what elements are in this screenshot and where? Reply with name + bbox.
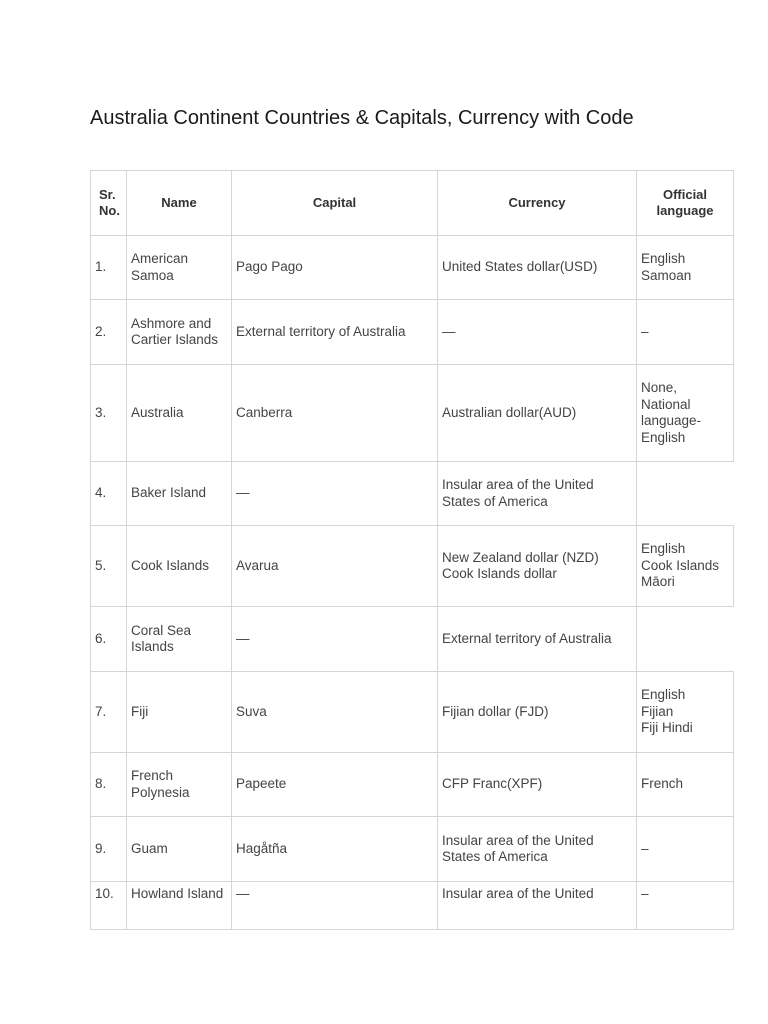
cell-capital: Canberra	[232, 365, 438, 462]
cell-sr: 6.	[91, 607, 127, 672]
cell-language: –	[637, 300, 734, 365]
cell-name: Australia	[127, 365, 232, 462]
cell-capital: Papeete	[232, 753, 438, 817]
cell-language: None, National language- English	[637, 365, 734, 462]
cell-language: English Samoan	[637, 236, 734, 300]
header-language: Official language	[637, 171, 734, 236]
table-row	[91, 236, 734, 300]
cell-language: English Cook Islands Māori	[637, 526, 734, 607]
table-row	[91, 882, 734, 930]
cell-currency: CFP Franc(XPF)	[438, 753, 637, 817]
table-row	[91, 753, 734, 817]
table-row	[91, 300, 734, 365]
cell-name: Guam	[127, 817, 232, 882]
table-header-row	[91, 171, 734, 236]
cell-sr: 2.	[91, 300, 127, 365]
cell-sr: 4.	[91, 462, 127, 526]
cell-language	[637, 607, 734, 672]
cell-language: French	[637, 753, 734, 817]
cell-currency: —	[438, 300, 637, 365]
cell-language: –	[637, 882, 734, 930]
cell-currency: United States dollar(USD)	[438, 236, 637, 300]
cell-capital: —	[232, 882, 438, 930]
table-row	[91, 607, 734, 672]
table-row	[91, 672, 734, 753]
header-currency: Currency	[438, 171, 637, 236]
cell-name: Cook Islands	[127, 526, 232, 607]
header-capital: Capital	[232, 171, 438, 236]
cell-sr: 1.	[91, 236, 127, 300]
cell-currency: Australian dollar(AUD)	[438, 365, 637, 462]
table-row	[91, 462, 734, 526]
cell-sr: 8.	[91, 753, 127, 817]
cell-name: American Samoa	[127, 236, 232, 300]
cell-capital: —	[232, 607, 438, 672]
cell-name: Howland Island	[127, 882, 232, 930]
cell-language: –	[637, 817, 734, 882]
cell-sr: 5.	[91, 526, 127, 607]
cell-sr: 10.	[91, 882, 127, 930]
cell-language	[637, 462, 734, 526]
header-name: Name	[127, 171, 232, 236]
table-row	[91, 365, 734, 462]
cell-currency: New Zealand dollar (NZD) Cook Islands dollar	[438, 526, 637, 607]
cell-currency: Insular area of the United States of America	[438, 817, 637, 882]
cell-currency: Insular area of the United	[438, 882, 637, 930]
cell-capital: —	[232, 462, 438, 526]
table-row	[91, 817, 734, 882]
cell-capital: Suva	[232, 672, 438, 753]
cell-name: French Polynesia	[127, 753, 232, 817]
countries-table	[90, 170, 734, 930]
cell-name: Baker Island	[127, 462, 232, 526]
cell-capital: Hagåtña	[232, 817, 438, 882]
cell-name: Ashmore and Cartier Islands	[127, 300, 232, 365]
header-sr-no: Sr. No.	[91, 171, 127, 236]
page-title: Australia Continent Countries & Capitals, Currency with Code	[90, 107, 634, 129]
cell-currency: Fijian dollar (FJD)	[438, 672, 637, 753]
cell-sr: 3.	[91, 365, 127, 462]
cell-capital: External territory of Australia	[232, 300, 438, 365]
cell-name: Coral Sea Islands	[127, 607, 232, 672]
cell-name: Fiji	[127, 672, 232, 753]
cell-sr: 7.	[91, 672, 127, 753]
cell-capital: Pago Pago	[232, 236, 438, 300]
cell-sr: 9.	[91, 817, 127, 882]
cell-capital: Avarua	[232, 526, 438, 607]
cell-language: English Fijian Fiji Hindi	[637, 672, 734, 753]
cell-currency: External territory of Australia	[438, 607, 637, 672]
cell-currency: Insular area of the United States of America	[438, 462, 637, 526]
table-row	[91, 526, 734, 607]
